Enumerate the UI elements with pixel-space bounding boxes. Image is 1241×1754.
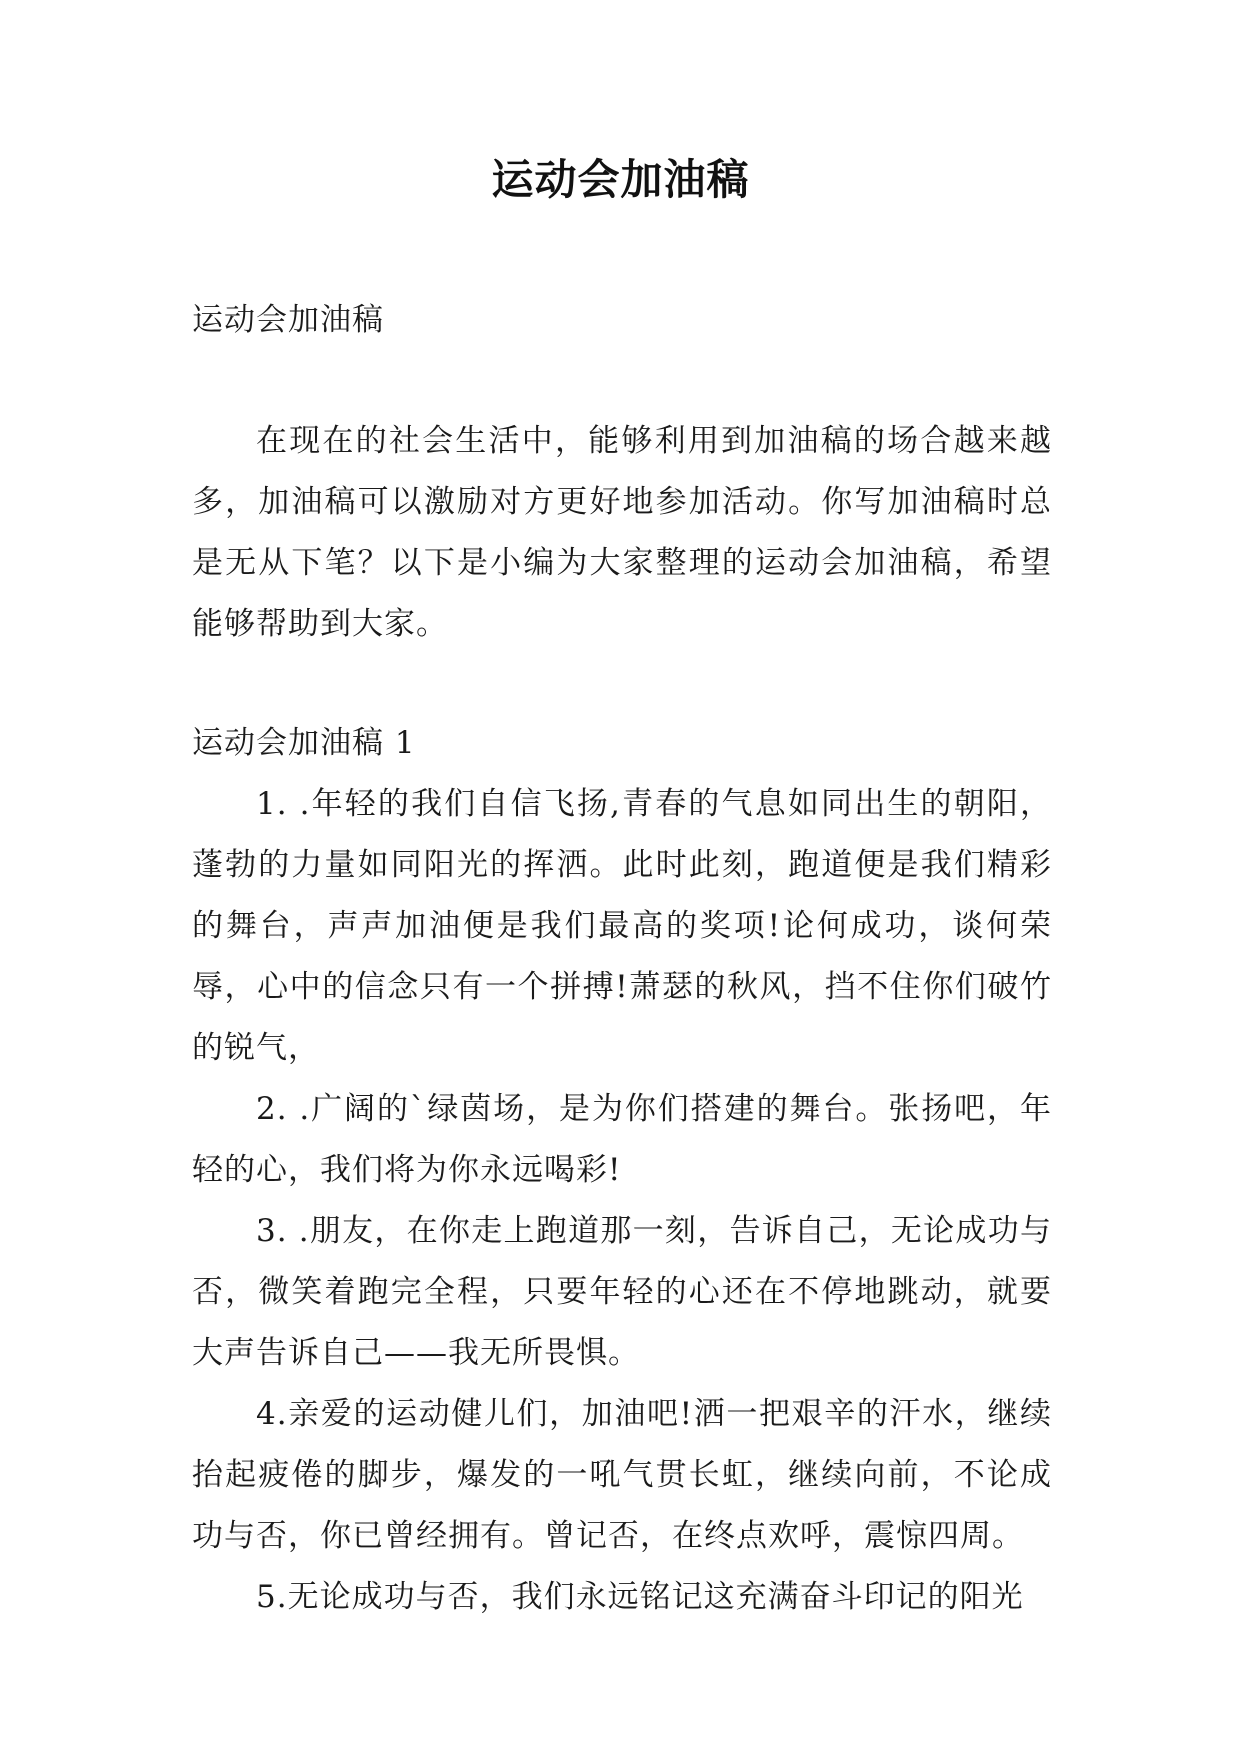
intro-paragraph: 在现在的社会生活中，能够利用到加油稿的场合越来越多，加油稿可以激励对方更好地参加活动。你写加油稿时总是无从下笔？以下是小编为大家整理的运动会加油稿，希望能够帮助到大家。 — [192, 423, 1052, 642]
document-title: 运动会加油稿 — [491, 155, 750, 204]
list-item: 4.亲爱的运动健儿们，加油吧!洒一把艰辛的汗水，继续抬起疲倦的脚步，爆发的一吼气贯长虹，继续向前，不论成功与否，你已曾经拥有。曾记否，在终点欢呼，震惊四周。 — [192, 1396, 1052, 1554]
document-body — [192, 290, 1052, 1628]
spacer — [192, 655, 1052, 713]
spacer — [192, 351, 1052, 411]
list-item: 5.无论成功与否，我们永远铭记这充满奋斗印记的阳光 — [256, 1579, 1024, 1615]
list-item: 3. .朋友，在你走上跑道那一刻，告诉自己，无论成功与否，微笑着跑完全程，只要年轻的心还在不停地跳动，就要大声告诉自己——我无所畏惧。 — [192, 1213, 1052, 1371]
list-item: 1. .年轻的我们自信飞扬,青春的气息如同出生的朝阳，蓬勃的力量如同阳光的挥洒。此时此刻，跑道便是我们精彩的舞台，声声加油便是我们最高的奖项!论何成功，谈何荣辱，心中的信念只有一个拼搏!萧瑟的秋风，挡不住你们破竹的锐气， — [192, 786, 1052, 1066]
document-subtitle: 运动会加油稿 — [192, 302, 384, 338]
list-item: 2. .广阔的`绿茵场，是为你们搭建的舞台。张扬吧，年轻的心，我们将为你永远喝彩! — [192, 1091, 1052, 1188]
section-heading: 运动会加油稿 1 — [192, 725, 416, 761]
